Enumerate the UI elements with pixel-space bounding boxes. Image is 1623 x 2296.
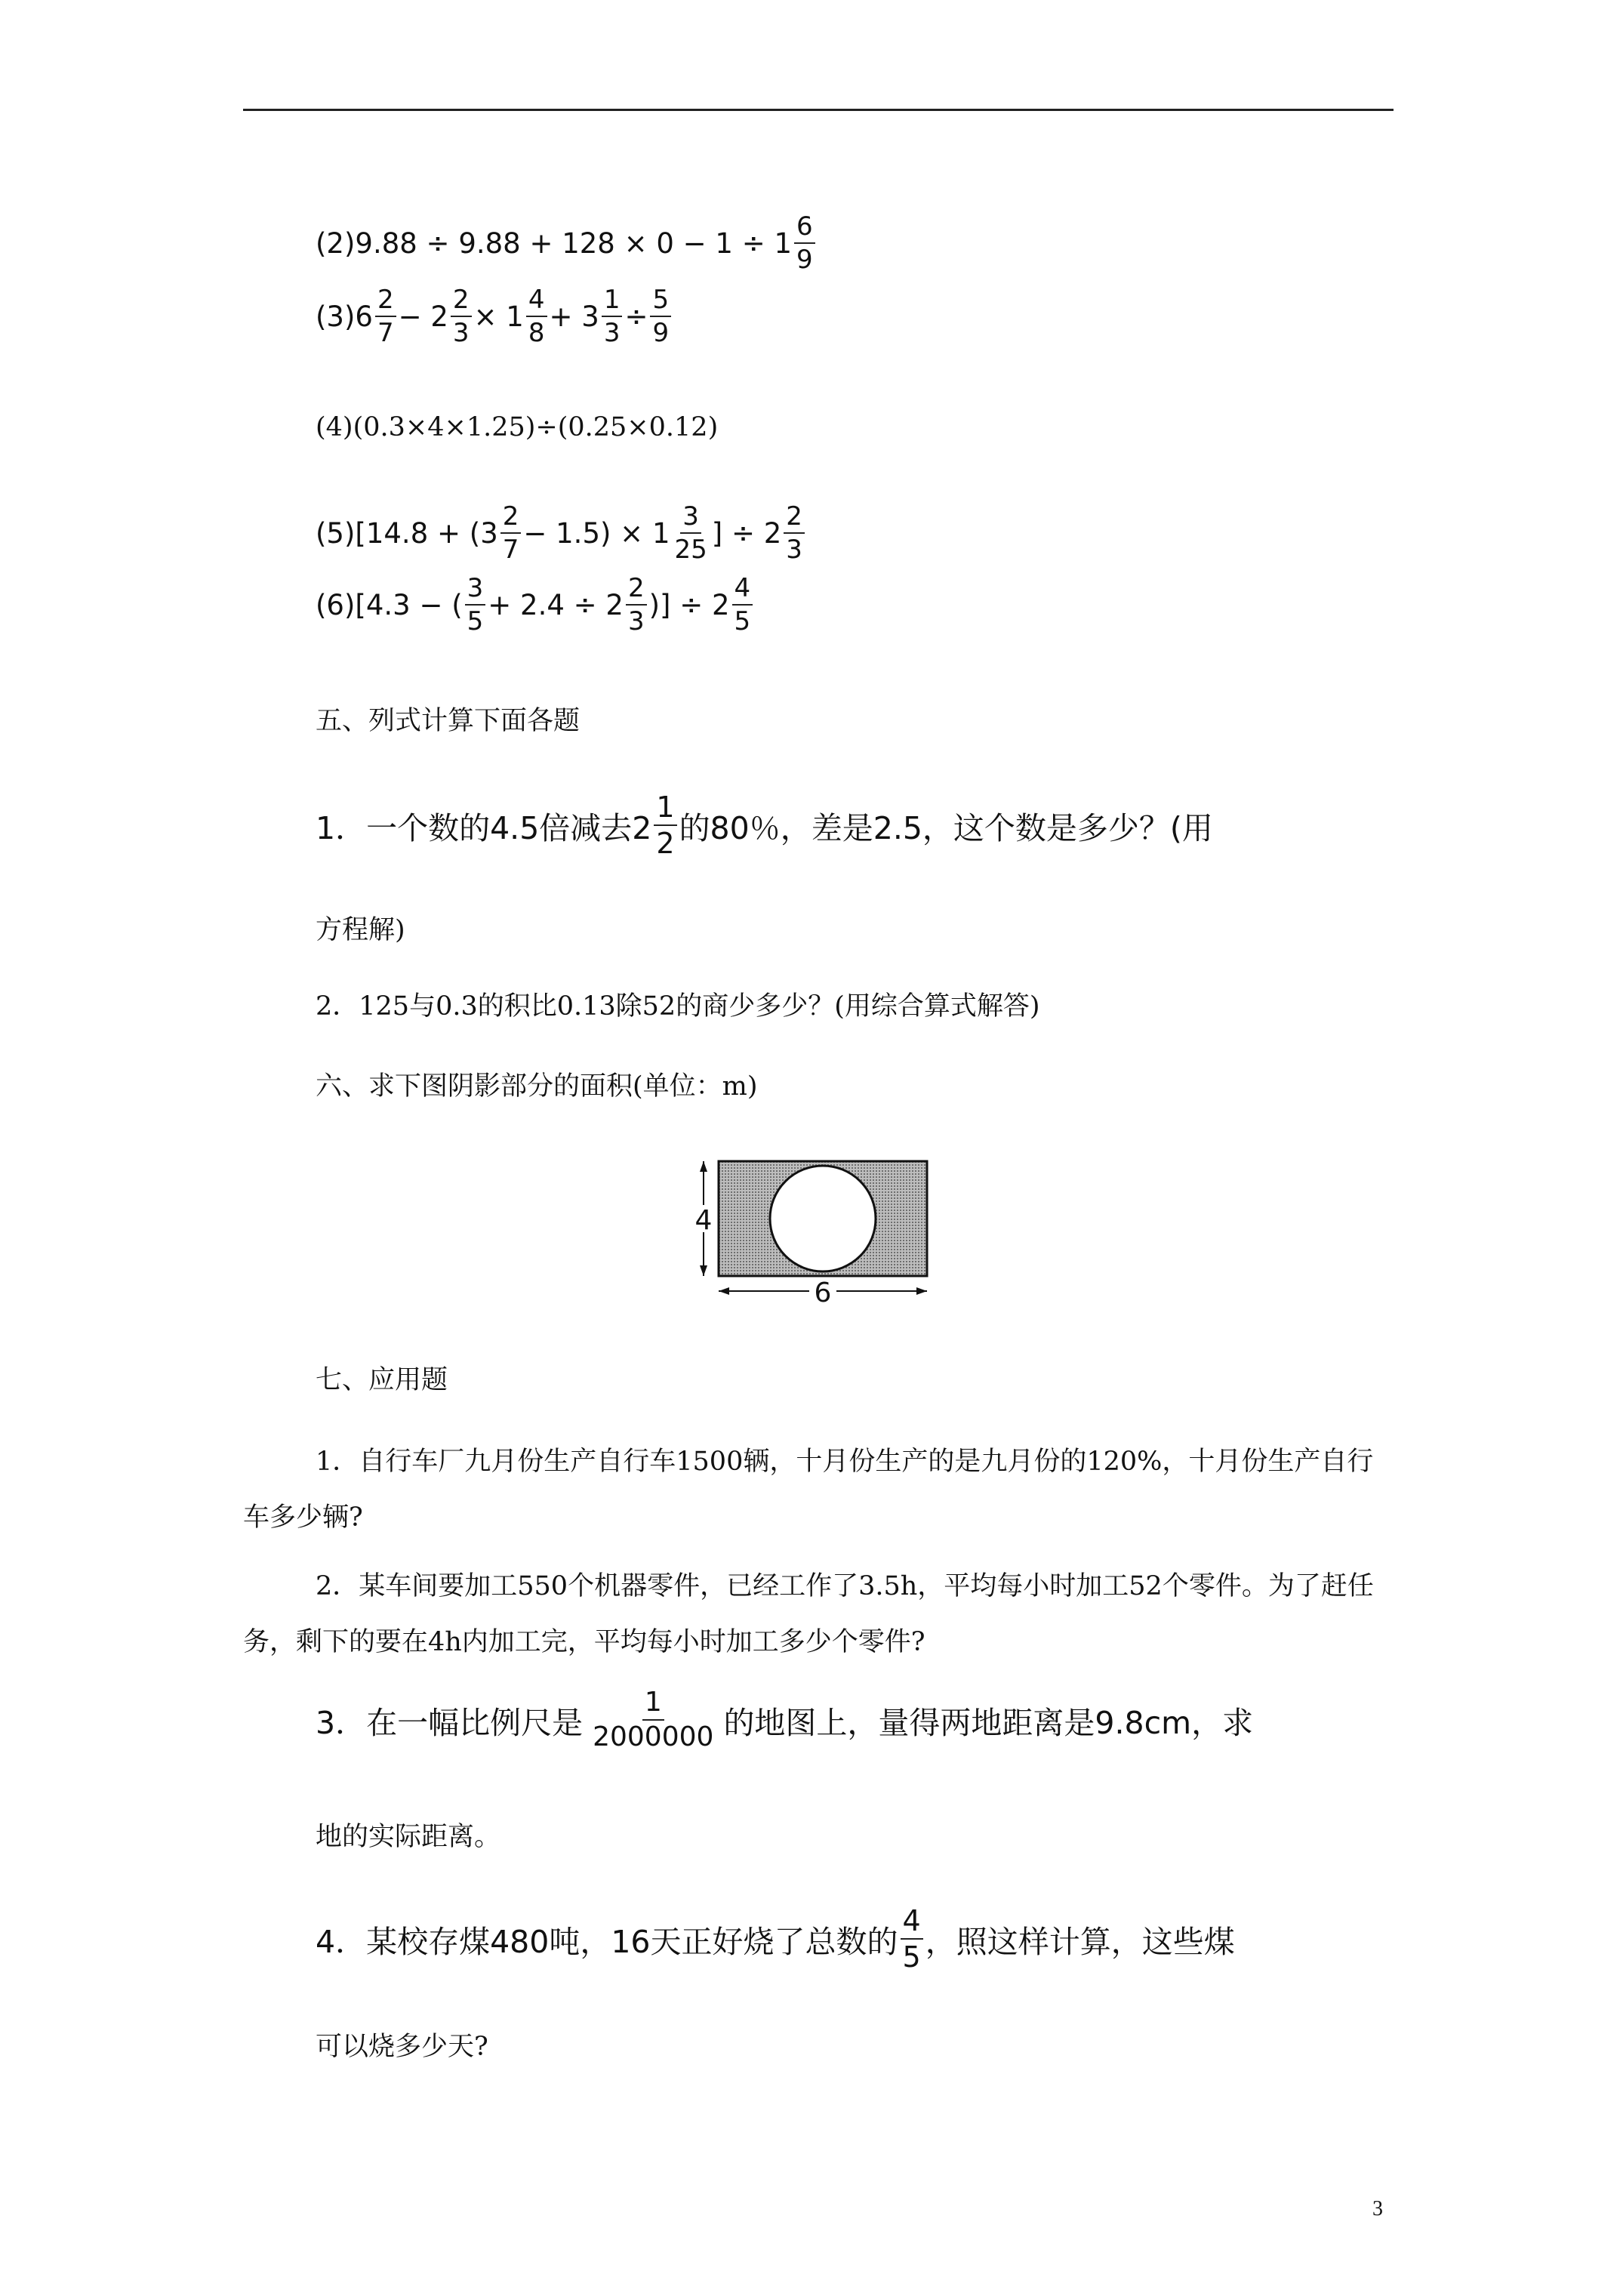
item-6-part: )] ÷ 2 [648,588,730,621]
item-3-fraction-3: $\frac{4}{8}$ [526,287,547,346]
unshaded-circle [770,1166,876,1271]
arrow-right-icon [916,1287,927,1295]
item-3-fraction-2: $\frac{2}{3}$ [451,287,472,346]
arrow-up-icon [700,1161,707,1172]
item-3-part: × 1 [473,300,524,333]
item-3-part: − 2 [398,300,448,333]
section-7-q3-part: 的地图上，量得两地距离是9.8cm，求 [723,1704,1254,1741]
item-6-fraction-2: $\frac{2}{3}$ [626,575,647,634]
section-6-heading: 六、求下图阴影部分的面积(单位：m) [316,1071,758,1102]
section-7-q4-continuation: 可以烧多少天? [316,2032,488,2062]
shaded-area-figure [679,1155,936,1306]
section-7-heading: 七、应用题 [316,1365,448,1395]
height-label: 4 [694,1205,713,1236]
section-7-q2: 2．某车间要加工550个机器零件，已经工作了3.5h，平均每小时加工52个零件。为了赶任务，剩下的要在4h内加工完，平均每小时加工多少个零件? [243,1571,1374,1657]
item-3 [316,287,673,346]
section-5-q1-continuation: 方程解) [316,915,405,945]
item-3-fraction-1: $\frac{2}{7}$ [375,287,396,346]
item-5-fraction-2: $\frac{3}{25}$ [674,501,707,565]
section-7-q3-fraction: $\frac{1}{2000000}$ [593,1687,714,1752]
item-6-part: (6)[4.3 − ( [316,588,463,621]
section-7-q4-part: ，照这样计算，这些煤 [925,1923,1235,1960]
item-2-fraction: $\frac{6}{9}$ [794,214,815,273]
item-3-part: ÷ [624,300,648,333]
item-6 [316,575,755,634]
section-7-q1: 1．自行车厂九月份生产自行车1500辆，十月份生产的是九月份的120%，十月份生产自行车多少辆? [243,1447,1374,1533]
item-5-part: (5)[14.8 + (3 [316,516,498,550]
item-6-fraction-1: $\frac{3}{5}$ [465,575,486,634]
item-3-part: (3)6 [316,300,373,333]
section-5-heading: 五、列式计算下面各题 [316,706,581,736]
item-5-fraction-1: $\frac{2}{7}$ [500,504,522,562]
page-number: 3 [1372,2197,1383,2220]
section-7-q4-fraction: $\frac{4}{5}$ [901,1906,923,1971]
item-2-text: (2)9.88 ÷ 9.88 + 128 × 0 − 1 ÷ 1 [316,227,793,260]
section-5-q2: 2．125与0.3的积比0.13除52的商少多少？(用综合算式解答) [316,991,1040,1022]
section-5-q1-part: 的80％，差是2.5，这个数是多少？(用 [679,809,1213,846]
section-5-q1 [316,793,1213,858]
section-5-q1-fraction: $\frac{1}{2}$ [654,793,676,858]
item-6-fraction-3: $\frac{4}{5}$ [732,575,753,634]
item-2 [316,211,818,275]
item-6-part: + 2.4 ÷ 2 [488,588,624,621]
item-5 [316,501,807,565]
section-7-q4 [316,1904,1235,1974]
item-4 [316,412,718,442]
item-5-part: ] ÷ 2 [711,516,782,550]
section-7-q3-part: 3．在一幅比例尺是 [316,1704,584,1741]
section-5-q1-part: 1．一个数的4.5倍减去2 [316,809,652,846]
arrow-down-icon [700,1265,707,1276]
item-3-fraction-4: $\frac{1}{3}$ [602,287,623,346]
item-3-part: + 3 [549,300,599,333]
item-3-fraction-5: $\frac{5}{9}$ [650,287,671,346]
section-7-q3 [316,1689,1253,1751]
item-4-text: (4)(0.3×4×1.25)÷(0.25×0.12) [316,412,719,442]
width-label: 6 [814,1277,832,1306]
arrow-left-icon [719,1287,729,1295]
header-rule [243,109,1394,111]
section-7-q3-continuation: 地的实际距离。 [316,1822,501,1852]
item-5-fraction-3: $\frac{2}{3}$ [784,504,805,562]
section-7-q4-part: 4．某校存煤480吨，16天正好烧了总数的 [316,1923,898,1960]
item-5-part: − 1.5) × 1 [523,516,670,550]
